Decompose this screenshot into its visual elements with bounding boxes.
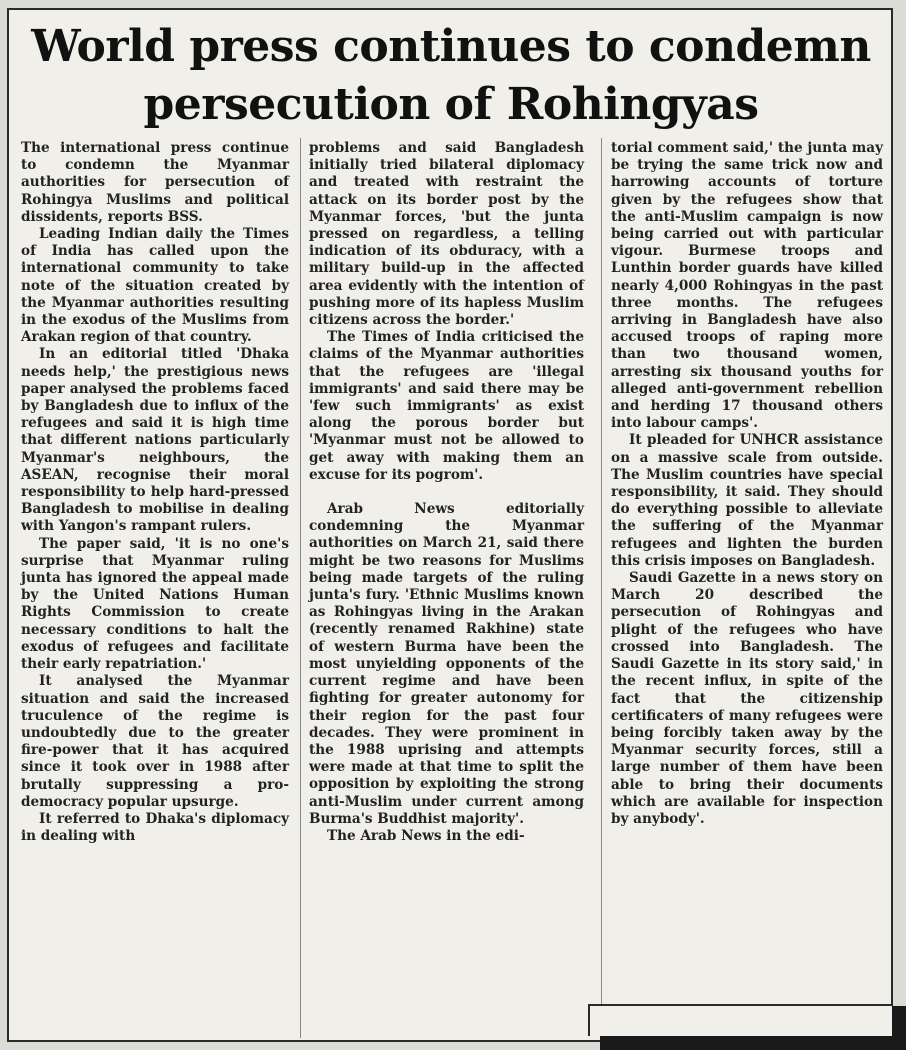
- paragraph: In an editorial titled 'Dhaka needs help,' the prestigious news paper analysed the problems faced by Bangladesh due to influx of the refugees and said it is high time that different nations particularly Myanmar's neighbours, the ASEAN, recognise their moral responsibility to help hard-pressed Bangladesh to mobilise in dealing with Yangon's rampant rulers.: [21, 346, 289, 535]
- paragraph: Arab News editorially condemning the Myanmar authorities on March 21, said there might be two reasons for Muslims being made targets of the ruling junta's fury. 'Ethnic Muslims known as Rohingyas living in the Arakan (recently renamed Rakhine) state of western Burma have been the most unyielding opponents of the current regime and have been fighting for greater autonomy for their region for the past four decades. They were prominent in the 1988 uprising and attempts were made at that time to split the opposition by exploiting the strong anti-Muslim under current among Burma's Buddhist majority'.: [309, 501, 584, 827]
- paragraph: It analysed the Myanmar situation and said the increased truculence of the regime is undoubtedly due to the greater fire-power that it has acquired since it took over in 1988 after brutally suppressing a pro-democracy popular upsurge.: [21, 673, 289, 810]
- paragraph: The Arab News in the edi-: [327, 827, 525, 844]
- paragraph: problems and said Bangladesh initially tried bilateral diplomacy and treated with restraint the attack on its border post by the Myanmar forces, 'but the junta pressed on regardless, a telling indication of its obduracy, with a military build-up in the affected area evidently with the intention of pushing more of its hapless Muslim citizens across the border.': [309, 140, 584, 329]
- paragraph: Saudi Gazette in a news story on March 20 described the persecution of Rohingyas and plight of the refugees who have crossed into Bangladesh. The Saudi Gazette in its story said,' in the recent influx, in spite of the fact that the citizenship certificaters of many refugees were being forcibly taken away by the Myanmar security forces, still a large number of them have been able to bring their documents which are available for inspection by anybody'.: [611, 570, 883, 827]
- column-rule: [300, 138, 301, 1038]
- paragraph: The paper said, 'it is no one's surprise that Myanmar ruling junta has ignored the appeal made by the United Nations Human Rights Commission to create necessary conditions to halt the exodus of refugees and facilitate their early repatriation.': [21, 535, 289, 673]
- section-gap: [309, 484, 584, 501]
- paragraph: torial comment said,' the junta may be trying the same trick now and harrowing accounts of torture given by the refugees show that the anti-Muslim campaign is now being carried out with particular vigour. Burmese troops and Lunthin border guards have killed nearly 4,000 Rohingyas in the past three months. The refugees arriving in Bangladesh have also accused troops of raping more than two thousand women, arresting six thousand youths for alleged anti-government rebellion and herding 17 thousand others into labour camps'.: [611, 140, 883, 432]
- article-column-1: [21, 140, 289, 1040]
- article-column-3: [611, 140, 883, 1040]
- paragraph: The Times of India criticised the claims of the Myanmar authorities that the refugees are 'illegal immigrants' and said there may be 'few such immigrants' as exist along the porous border but 'Myanmar must not be allowed to get away with making them an excuse for its pogrom'.: [309, 329, 584, 483]
- paragraph: It referred to Dhaka's diplomacy in dealing with: [21, 810, 289, 845]
- article-column-2: [309, 140, 584, 1040]
- newspaper-clipping: [7, 8, 893, 1042]
- paragraph: It pleaded for UNHCR assistance on a massive scale from outside. The Muslim countries have special responsibility, it said. They should do everything possible to alleviate the suffering of the Myanmar refugees and lighten the burden this crisis imposes on Bangladesh.: [611, 432, 883, 569]
- adjacent-clipping-frame: [588, 1004, 892, 1036]
- paragraph: The international press continue to condemn the Myanmar authorities for persecution of Rohingya Muslims and political dissidents, reports BSS.: [21, 140, 289, 225]
- headline: World press continues to condemn persecution of Rohingyas: [31, 21, 871, 130]
- paragraph: Leading Indian daily the Times of India has called upon the international community to take note of the situation created by the Myanmar authorities resulting in the exodus of the Muslims from Arakan region of that country.: [21, 226, 289, 346]
- column-rule: [601, 138, 602, 1038]
